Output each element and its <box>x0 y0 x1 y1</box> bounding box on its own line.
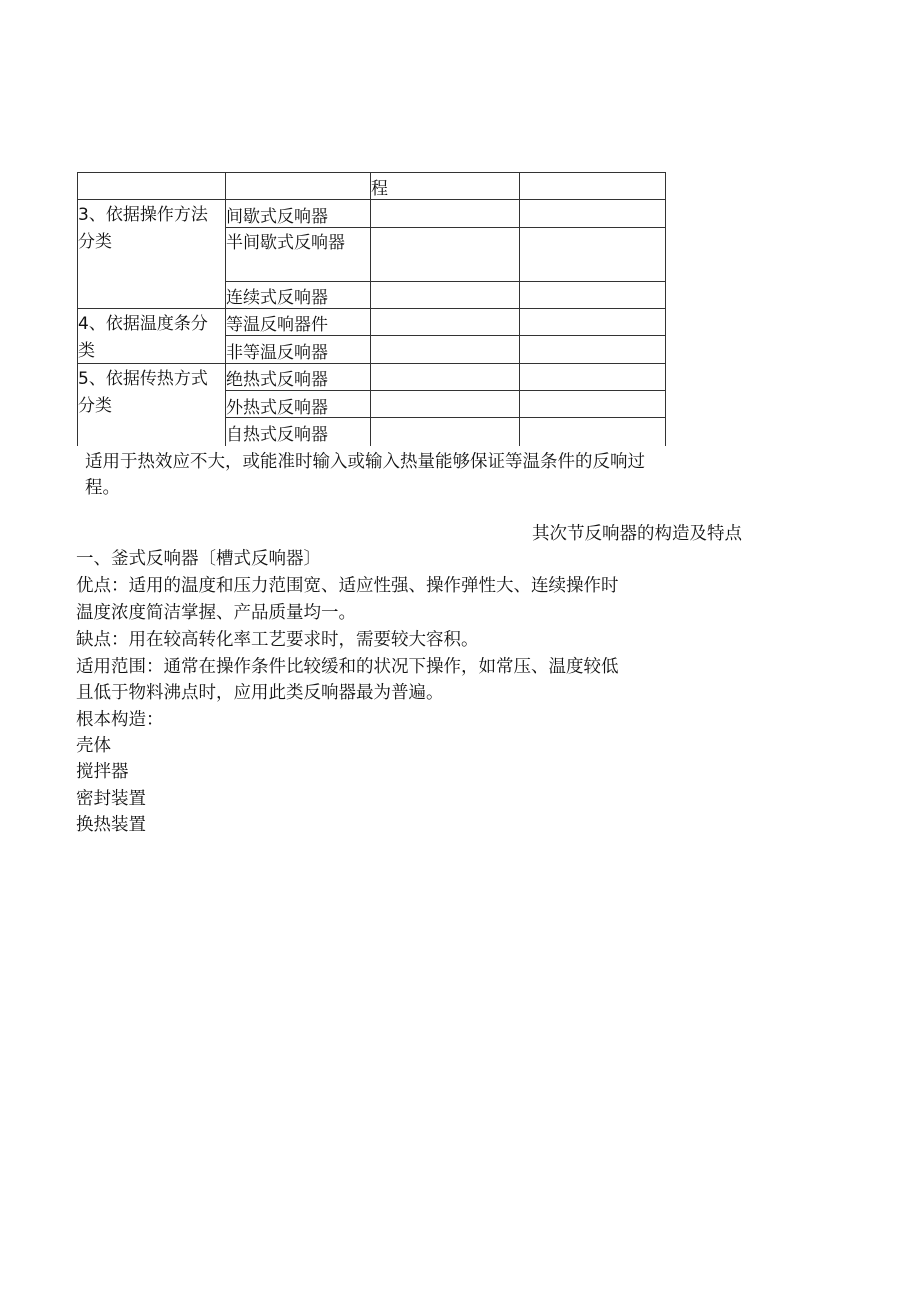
component-item: 壳体 <box>76 736 111 756</box>
table-rule <box>225 281 666 282</box>
table-rule <box>519 172 520 446</box>
table-rule <box>225 390 666 391</box>
section-heading: 其次节反响器的构造及特点 <box>532 524 742 544</box>
category-operation-method: 3、依据操作方法分类 <box>78 205 208 252</box>
advantages-line-2: 温度浓度简洁掌握、产品质量均一。 <box>76 603 356 623</box>
table-rule <box>225 227 666 228</box>
scope-line-2: 且低于物料沸点时，应用此类反响器最为普遍。 <box>76 683 444 703</box>
category-heat-transfer: 5、依据传热方式分类 <box>78 369 208 416</box>
table-rule <box>370 172 371 446</box>
advantages-line-1: 优点：适用的温度和压力范围宽、适应性强、操作弹性大、连续操作时 <box>76 576 619 596</box>
table-rule <box>225 335 666 336</box>
reactor-type-cell: 连续式反响器 <box>226 288 328 308</box>
subheading-kettle-reactor: 一、釜式反响器〔槽式反响器〕 <box>76 549 321 569</box>
structure-label: 根本构造： <box>76 710 164 730</box>
category-temperature: 4、依据温度条分类 <box>78 314 208 361</box>
component-item: 密封装置 <box>76 789 146 809</box>
reactor-type-cell: 自热式反响器 <box>226 425 328 445</box>
scope-line-1: 适用范围：通常在操作条件比较缓和的状况下操作，如常压、温度较低 <box>76 657 619 677</box>
reactor-type-cell: 间歇式反响器 <box>226 207 328 227</box>
reactor-type-cell: 绝热式反响器 <box>226 370 328 390</box>
table-rule-top <box>77 172 666 173</box>
disadvantages-text: 缺点：用在较高转化率工艺要求时，需要较大容积。 <box>76 630 479 650</box>
reactor-type-cell: 外热式反响器 <box>226 398 328 418</box>
component-item: 搅拌器 <box>76 762 129 782</box>
table-rule <box>77 199 666 200</box>
reactor-type-cell: 等温反响器件 <box>226 315 328 335</box>
reactor-type-cell: 非等温反响器 <box>226 343 328 363</box>
table-rule <box>77 308 666 309</box>
table-rule-right <box>665 172 666 446</box>
reactor-classification-table <box>77 172 666 446</box>
table-header-cell: 程 <box>371 179 388 199</box>
component-item: 换热装置 <box>76 815 146 835</box>
isothermal-note: 适用于热效应不大，或能准时输入或输入热量能够保证等温条件的反响过程。 <box>85 452 645 498</box>
reactor-type-cell: 半间歇式反响器 <box>226 233 345 253</box>
